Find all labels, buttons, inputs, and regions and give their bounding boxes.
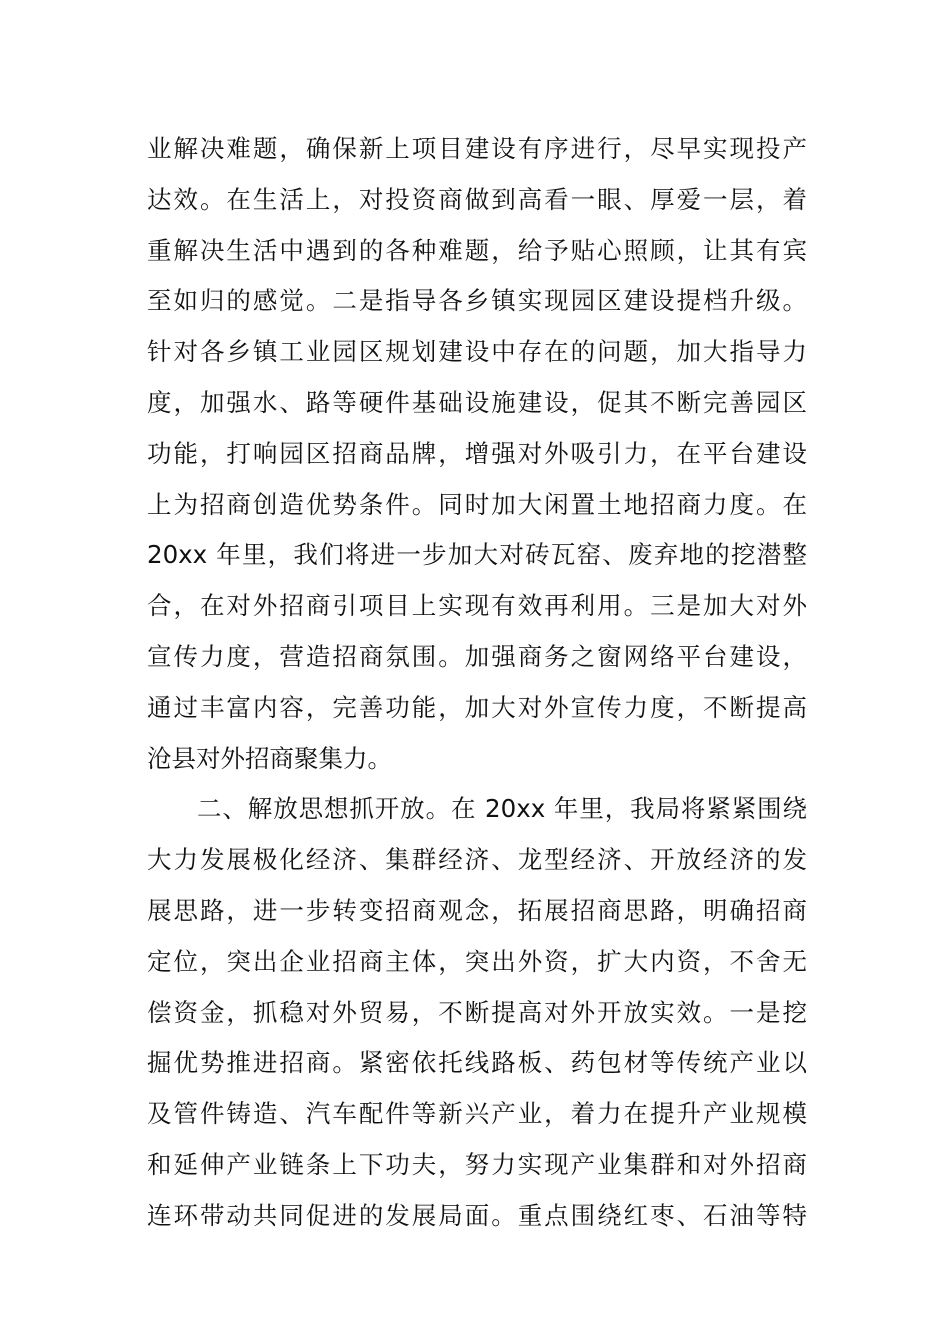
paragraph-end-line: 沧县对外招商聚集力。 <box>147 743 392 773</box>
text-line: 连环带动共同促进的发展局面。重点围绕红枣、石油等特 <box>147 1200 807 1230</box>
text-line: 针对各乡镇工业园区规划建设中存在的问题，加大指导力 <box>147 337 807 367</box>
text-line: 20xx 年里，我们将进一步加大对砖瓦窑、废弃地的挖潜整 <box>147 540 807 570</box>
text-line: 和延伸产业链条上下功夫，努力实现产业集群和对外招商 <box>147 1149 807 1179</box>
text-line: 偿资金，抓稳对外贸易，不断提高对外开放实效。一是挖 <box>147 997 807 1027</box>
text-line: 及管件铸造、汽车配件等新兴产业，着力在提升产业规模 <box>147 1099 807 1129</box>
text-line: 通过丰富内容，完善功能，加大对外宣传力度，不断提高 <box>147 692 807 722</box>
text-line: 重解决生活中遇到的各种难题，给予贴心照顾，让其有宾 <box>147 235 807 265</box>
text-line: 功能，打响园区招商品牌，增强对外吸引力，在平台建设 <box>147 438 807 468</box>
text-line: 宣传力度，营造招商氛围。加强商务之窗网络平台建设， <box>147 641 807 671</box>
section-heading-line: 二、解放思想抓开放。在 20xx 年里，我局将紧紧围绕 <box>197 794 807 824</box>
text-line: 大力发展极化经济、集群经济、龙型经济、开放经济的发 <box>147 845 807 875</box>
text-line: 至如归的感觉。二是指导各乡镇实现园区建设提档升级。 <box>147 286 807 316</box>
text-line: 上为招商创造优势条件。同时加大闲置土地招商力度。在 <box>147 489 807 519</box>
text-line: 业解决难题，确保新上项目建设有序进行，尽早实现投产 <box>147 134 807 163</box>
text-line: 定位，突出企业招商主体，突出外资，扩大内资，不舍无 <box>147 946 807 976</box>
text-line: 掘优势推进招商。紧密依托线路板、药包材等传统产业以 <box>147 1048 807 1078</box>
body-text <box>147 124 807 1242</box>
text-line: 展思路，进一步转变招商观念，拓展招商思路，明确招商 <box>147 895 807 925</box>
text-line: 合，在对外招商引项目上实现有效再利用。三是加大对外 <box>147 591 807 621</box>
text-line: 达效。在生活上，对投资商做到高看一眼、厚爱一层，着 <box>147 184 807 214</box>
text-line: 度，加强水、路等硬件基础设施建设，促其不断完善园区 <box>147 387 807 417</box>
